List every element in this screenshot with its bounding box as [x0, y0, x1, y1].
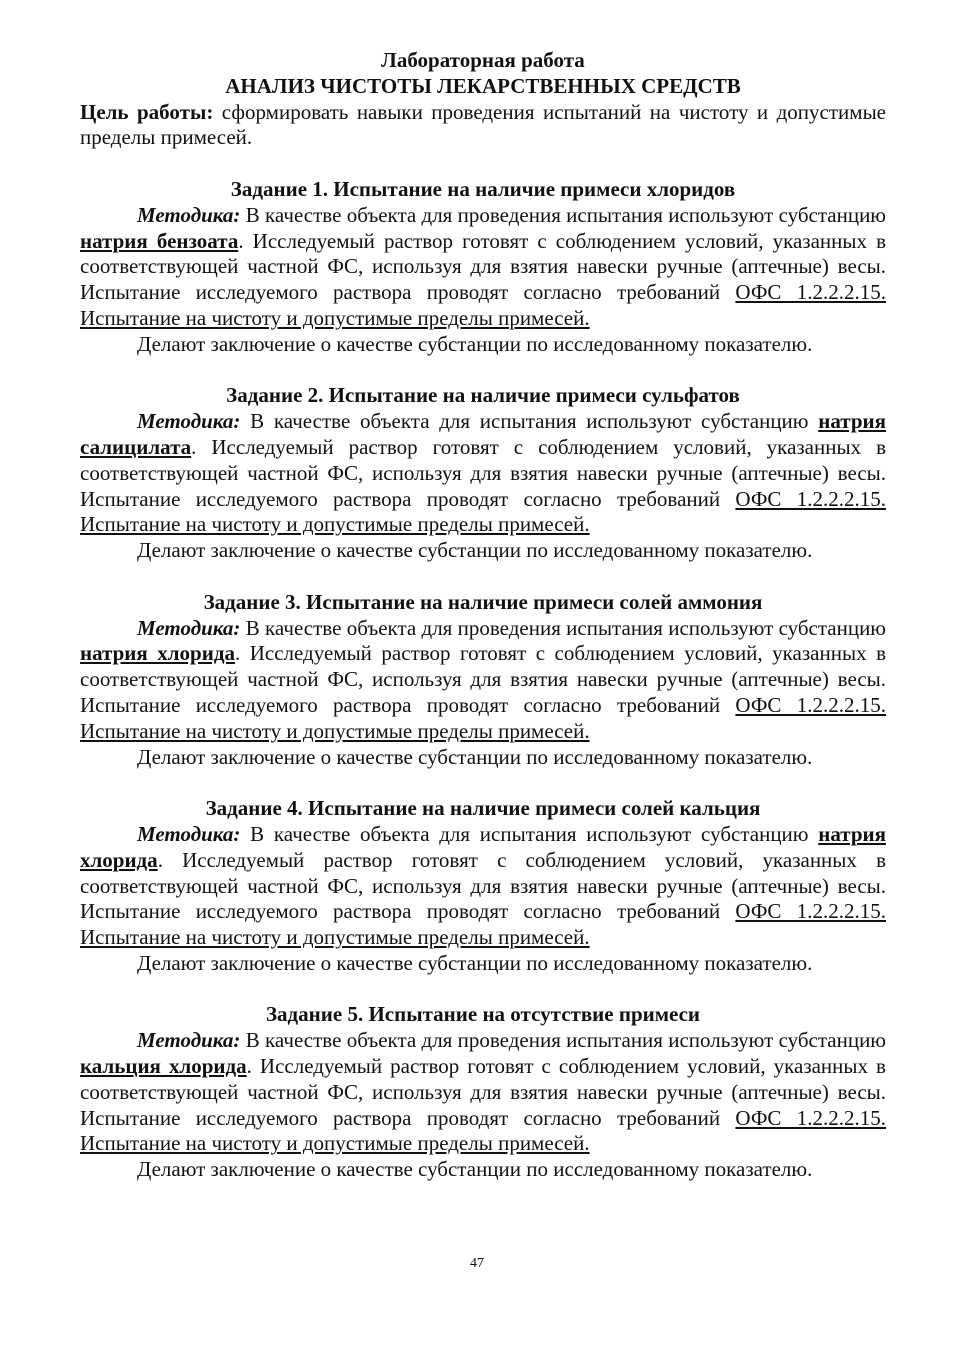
method-text: . Исследуемый раствор готовят с соблюдением условий, указанных в соответствующей частной ФС, используя для взятия навески ручные (аптечные) весы. Испытание исследуемого раствора проводят согласно требований: [80, 1054, 886, 1130]
doc-title: АНАЛИЗ ЧИСТОТЫ ЛЕКАРСТВЕННЫХ СРЕДСТВ: [225, 73, 741, 98]
task-title: Задание 3. Испытание на наличие примеси солей аммония: [203, 589, 763, 614]
method-text: В качестве объекта для испытания используют субстанцию: [240, 409, 819, 434]
method-text: . Исследуемый раствор готовят с соблюдением условий, указанных в соответствующей частной ФС, используя для взятия навески ручные (аптечные) весы. Испытание исследуемого раствора проводят согласно требований: [80, 434, 886, 511]
method-label: Методика:: [137, 1028, 241, 1053]
method-text: В качестве объекта для проведения испытания используют субстанцию: [240, 615, 886, 640]
task-title: Задание 4. Испытание на наличие примеси солей кальция: [205, 796, 761, 821]
substance-name: натрия салицилата: [80, 409, 886, 459]
task-title: Задание 1. Испытание на наличие примеси хлоридов: [230, 176, 736, 201]
document-page: [80, 48, 886, 1183]
method-text: . Исследуемый раствор готовят с соблюдением условий, указанных в соответствующей частной ФС, используя для взятия навески ручные (аптечные) весы. Испытание исследуемого раствора проводят согласно требований: [80, 228, 886, 305]
goal-label: Цель работы:: [80, 99, 214, 124]
method-text: . Исследуемый раствор готовят с соблюдением условий, указанных в соответствующей частной ФС, используя для взятия навески ручные (аптечные) весы. Испытание исследуемого раствора проводят согласно требований: [80, 847, 886, 924]
method-text: В качестве объекта для проведения испытания используют субстанцию: [240, 202, 886, 227]
task-conclusion: Делают заключение о качестве субстанции по исследованному показателю.: [137, 331, 813, 356]
task-method: [80, 409, 886, 538]
reference-link: ОФС 1.2.2.2.15. Испытание на чистоту и допустимые пределы примесей.: [80, 692, 886, 743]
reference-link: ОФС 1.2.2.2.15. Испытание на чистоту и допустимые пределы примесей.: [80, 1105, 886, 1156]
goal-text: сформировать навыки проведения испытаний на чистоту и допустимые пределы примесей.: [80, 99, 886, 150]
reference-link: ОФС 1.2.2.2.15. Испытание на чистоту и допустимые пределы примесей.: [80, 486, 886, 537]
reference-link: ОФС 1.2.2.2.15. Испытание на чистоту и допустимые пределы примесей.: [80, 280, 886, 330]
method-label: Методика:: [137, 409, 241, 434]
task-conclusion: Делают заключение о качестве субстанции по исследованному показателю.: [137, 950, 813, 975]
method-text: . Исследуемый раствор готовят с соблюдением условий, указанных в соответствующей частной ФС, используя для взятия навески ручные (аптечные) весы. Испытание исследуемого раствора проводят согласно требований: [80, 641, 886, 717]
task-method: [80, 616, 886, 745]
method-label: Методика:: [137, 615, 241, 640]
method-label: Методика:: [137, 202, 241, 227]
page-number: 47: [470, 1256, 484, 1271]
substance-name: натрия бензоата: [80, 228, 239, 253]
method-label: Методика:: [137, 821, 241, 846]
substance-name: натрия хлорида: [80, 821, 886, 872]
task-conclusion: Делают заключение о качестве субстанции по исследованному показателю.: [137, 744, 813, 769]
goal-paragraph: [80, 100, 886, 152]
task-method: [80, 1028, 886, 1157]
task-conclusion: Делают заключение о качестве субстанции по исследованному показателю.: [137, 538, 813, 563]
substance-name: натрия хлорида: [80, 641, 235, 666]
task-method: [80, 203, 886, 332]
task-title: Задание 2. Испытание на наличие примеси сульфатов: [226, 383, 740, 408]
doc-subtitle: Лабораторная работа: [381, 48, 585, 72]
substance-name: кальция хлорида: [80, 1054, 247, 1079]
reference-link: ОФС 1.2.2.2.15. Испытание на чистоту и допустимые пределы примесей.: [80, 899, 886, 950]
task-conclusion: Делают заключение о качестве субстанции по исследованному показателю.: [137, 1157, 813, 1182]
task-method: [80, 822, 886, 951]
method-text: В качестве объекта для испытания используют субстанцию: [240, 821, 819, 846]
method-text: В качестве объекта для проведения испытания используют субстанцию: [240, 1028, 886, 1053]
task-title: Задание 5. Испытание на отсутствие примеси: [265, 1002, 701, 1027]
